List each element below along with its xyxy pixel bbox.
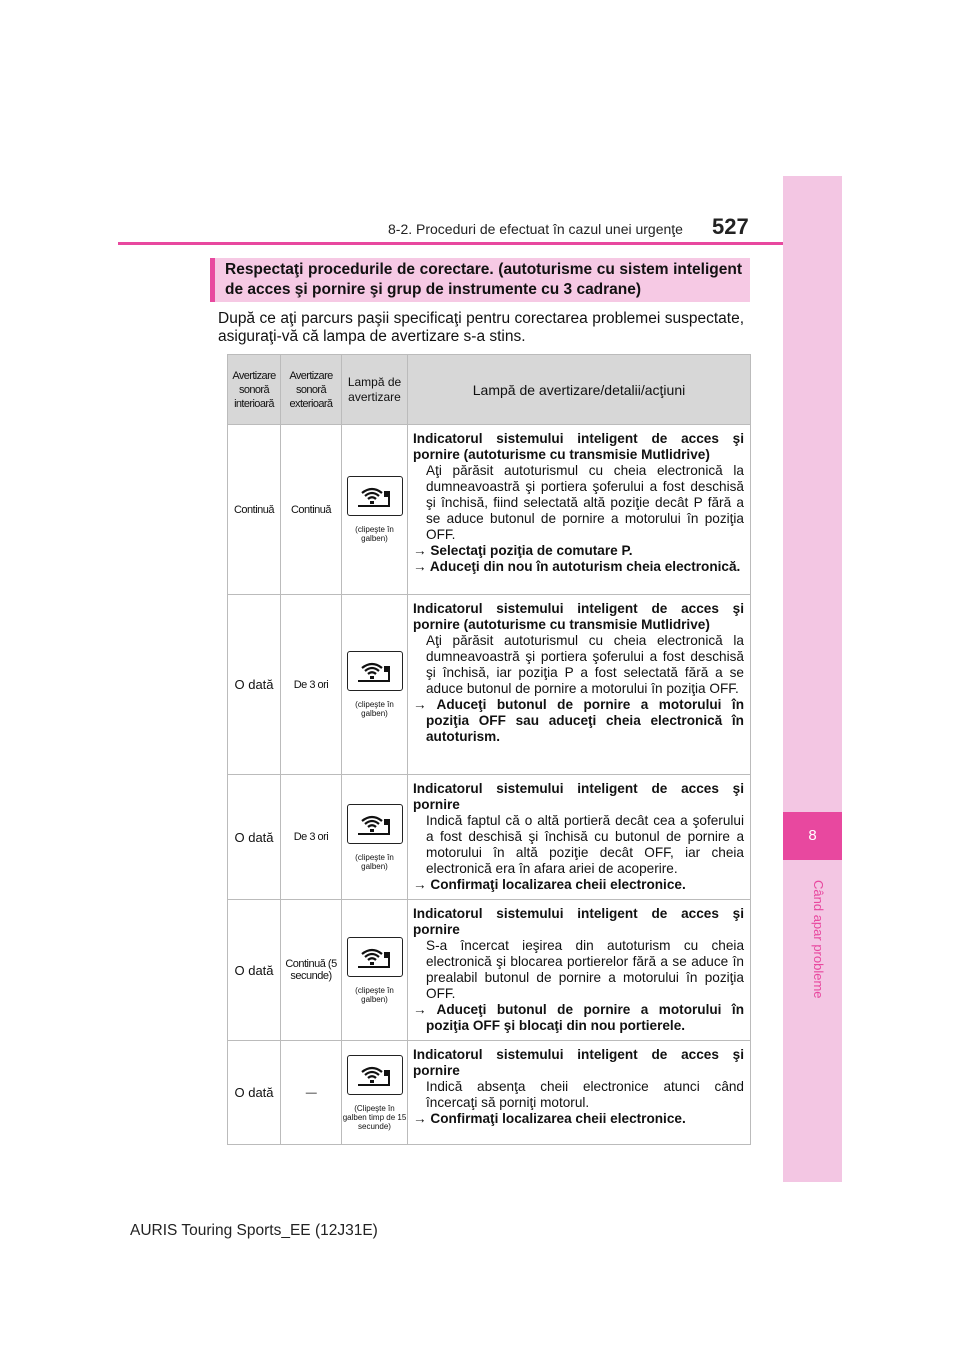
indicator-title: Indicatorul sistemului inteligent de acces şi pornire (autoturisme cu transmisie Mutlidrive) — [413, 601, 744, 632]
action-step: → Aduceţi din nou în autoturism cheia electronică. — [413, 559, 741, 574]
table-row — [228, 1041, 751, 1145]
indicator-description: Aţi părăsit autoturismul cu cheia electronică la dumneavoastră şi portiera şoferului a fost deschisă şi închisă, iar poziţia P a fost selectată fără a se aduce butonul de pornire a motorului în poziţia OFF. — [426, 633, 744, 696]
lamp-cell — [342, 595, 408, 775]
exterior-buzzer-value: Continuă (5 secunde) — [281, 900, 342, 1041]
lamp-cell — [342, 425, 408, 595]
header-interior-buzzer: Avertizare sonoră interioară — [228, 355, 281, 425]
table-row — [228, 595, 751, 775]
exterior-buzzer-value: De 3 ori — [281, 775, 342, 900]
lamp-cell — [342, 900, 408, 1041]
interior-buzzer-value: Continuă — [228, 425, 281, 595]
indicator-title: Indicatorul sistemului inteligent de acces şi pornire — [413, 1047, 744, 1078]
indicator-description: Indică faptul că o altă portieră decât cea a şoferului a fost deschisă şi închisă cu butonul de pornire a motorului în altă poziţie decât OFF, iar cheia electronică era în afara ariei de acoperire. — [426, 813, 744, 876]
indicator-description: S-a încercat ieşirea din autoturism cu cheia electronică şi blocarea portierelor fără a se aduce în prealabil butonul de pornire a motorului în poziţia OFF. — [426, 938, 744, 1001]
intro-paragraph: După ce aţi parcurs paşii specificaţi pentru corectarea problemei suspectate, asiguraţi-vă că lampa de avertizare s-a stins. — [218, 310, 744, 345]
details-cell — [408, 1041, 751, 1145]
details-cell — [408, 775, 751, 900]
indicator-title: Indicatorul sistemului inteligent de acces şi pornire (autoturisme cu transmisie Mutlidrive) — [413, 431, 744, 462]
indicator-description: Indică absenţa cheii electronice atunci când încercaţi să porniţi motorul. — [426, 1079, 744, 1110]
footer-model: AURIS Touring Sports_EE (12J31E) — [130, 1222, 378, 1239]
smart-key-warning-icon — [347, 476, 403, 516]
indicator-title: Indicatorul sistemului inteligent de acces şi pornire — [413, 906, 744, 937]
lamp-caption: (clipeşte în galben) — [355, 525, 394, 543]
exterior-buzzer-value: — — [281, 1041, 342, 1145]
exterior-buzzer-value: De 3 ori — [281, 595, 342, 775]
details-cell — [408, 595, 751, 775]
procedure-banner: Respectaţi procedurile de corectare. (autoturisme cu sistem inteligent de acces şi pornire şi grup de instrumente cu 3 cadrane) — [210, 258, 750, 302]
section-title: 8-2. Proceduri de efectuat în cazul unei urgenţe — [388, 221, 683, 237]
chapter-title: Când apar probleme — [811, 880, 826, 999]
header-warning-lamp: Lampă de avertizare — [342, 355, 408, 425]
lamp-caption: (Clipeşte în galben timp de 15 secunde) — [342, 1103, 407, 1131]
interior-buzzer-value: O dată — [228, 595, 281, 775]
header-rule — [118, 242, 783, 245]
lamp-caption: (clipeşte în galben) — [355, 852, 394, 871]
table-header-row — [228, 355, 751, 425]
lamp-cell — [342, 1041, 408, 1145]
interior-buzzer-value: O dată — [228, 1041, 281, 1145]
lamp-cell — [342, 775, 408, 900]
action-step: → Confirmaţi localizarea cheii electronice. — [413, 1111, 686, 1126]
smart-key-warning-icon — [347, 937, 403, 977]
action-step: → Aduceţi butonul de pornire a motorului în poziţia OFF şi blocaţi din nou portierele. — [413, 1002, 744, 1033]
lamp-caption: (clipeşte în galben) — [355, 985, 394, 1004]
indicator-title: Indicatorul sistemului inteligent de acces şi pornire — [413, 781, 744, 812]
chapter-side-tab — [783, 176, 842, 1182]
exterior-buzzer-value: Continuă — [281, 425, 342, 595]
table-row — [228, 900, 751, 1041]
lamp-caption: (clipeşte în galben) — [355, 700, 394, 718]
details-cell — [408, 425, 751, 595]
action-step: → Aduceţi butonul de pornire a motorului în poziţia OFF sau aduceţi cheia electronică în autoturism. — [413, 697, 744, 744]
smart-key-warning-icon — [347, 804, 403, 844]
header-details: Lampă de avertizare/detalii/acţiuni — [408, 355, 751, 425]
page-number: 527 — [712, 214, 749, 239]
table-row — [228, 425, 751, 595]
details-cell — [408, 900, 751, 1041]
chapter-number: 8 — [783, 812, 842, 860]
warning-table — [227, 354, 751, 1145]
indicator-description: Aţi părăsit autoturismul cu cheia electronică la dumneavoastră şi portiera şoferului a fost deschisă şi închisă, fiind selectată altă poziţie decât P fără a se aduce butonul de pornire a motorului în poziţia OFF. — [426, 463, 744, 542]
smart-key-warning-icon — [347, 651, 403, 691]
table-row — [228, 775, 751, 900]
header-exterior-buzzer: Avertizare sonoră exterioară — [281, 355, 342, 425]
action-step: → Confirmaţi localizarea cheii electronice. — [413, 877, 686, 892]
smart-key-warning-icon — [347, 1055, 403, 1095]
action-step: → Selectaţi poziţia de comutare P. — [413, 543, 633, 558]
interior-buzzer-value: O dată — [228, 900, 281, 1041]
interior-buzzer-value: O dată — [228, 775, 281, 900]
